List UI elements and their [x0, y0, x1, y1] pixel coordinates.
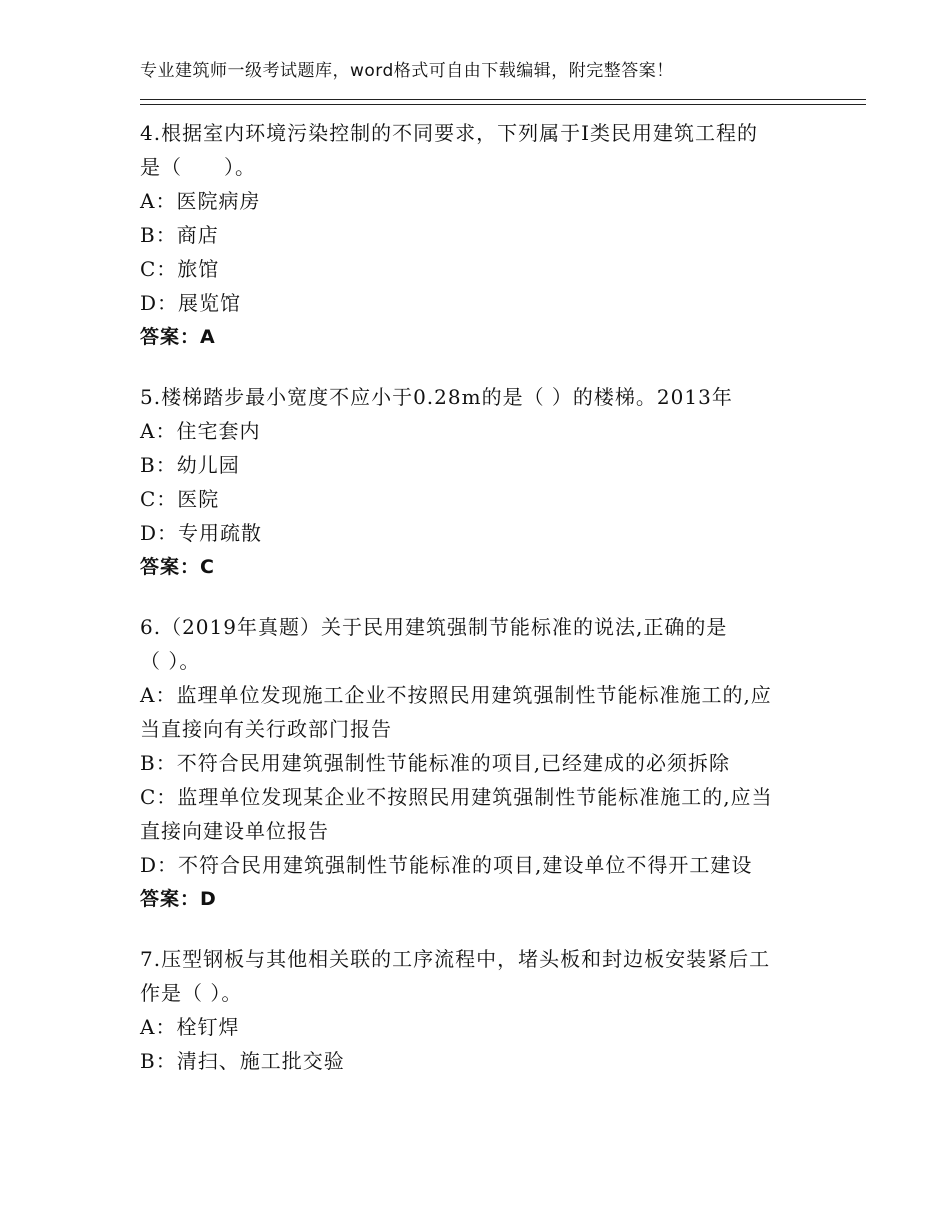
answer-option: C：旅馆 [140, 257, 220, 281]
question-stem: 7.压型钢板与其他相关联的工序流程中，堵头板和封边板安装紧后工 [140, 947, 771, 971]
header-divider [140, 99, 866, 100]
question-list [140, 116, 810, 1104]
answer-key: 答案：C [140, 556, 215, 578]
answer-option: C：医院 [140, 487, 220, 511]
answer-option: A：监理单位发现施工企业不按照民用建筑强制性节能标准施工的,应 [140, 683, 772, 707]
answer-option: A：医院病房 [140, 189, 261, 213]
question-stem: 6.（2019年真题）关于民用建筑强制节能标准的说法,正确的是 [140, 615, 728, 639]
question-block [140, 610, 810, 916]
question-stem: 5.楼梯踏步最小宽度不应小于0.28m的是（ ）的楼梯。2013年 [140, 385, 733, 409]
question-block [140, 942, 810, 1078]
answer-option: C：监理单位发现某企业不按照民用建筑强制性节能标准施工的,应当 [140, 785, 773, 809]
question-block [140, 116, 810, 354]
answer-option: A：住宅套内 [140, 419, 261, 443]
answer-option: B：不符合民用建筑强制性节能标准的项目,已经建成的必须拆除 [140, 751, 731, 775]
answer-option: D：展览馆 [140, 291, 242, 315]
answer-option: B：商店 [140, 223, 219, 247]
answer-option: D：专用疏散 [140, 521, 263, 545]
answer-key: 答案：A [140, 326, 216, 348]
question-block [140, 380, 810, 584]
page-header: 专业建筑师一级考试题库，word格式可自由下载编辑，附完整答案！ [140, 61, 674, 81]
answer-option: A：栓钉焊 [140, 1015, 240, 1039]
question-stem: （ ）。 [140, 649, 201, 673]
question-stem: 作是（ ）。 [140, 981, 243, 1005]
answer-option: 直接向建设单位报告 [140, 819, 329, 843]
answer-option: 当直接向有关行政部门报告 [140, 717, 392, 741]
answer-key: 答案：D [140, 888, 217, 910]
question-stem: 是（ ）。 [140, 155, 256, 179]
header-divider [140, 104, 866, 105]
answer-option: B：幼儿园 [140, 453, 240, 477]
answer-option: D：不符合民用建筑强制性节能标准的项目,建设单位不得开工建设 [140, 853, 753, 877]
question-stem: 4.根据室内环境污染控制的不同要求，下列属于Ⅰ类民用建筑工程的 [140, 121, 758, 145]
answer-option: B：清扫、施工批交验 [140, 1049, 345, 1073]
